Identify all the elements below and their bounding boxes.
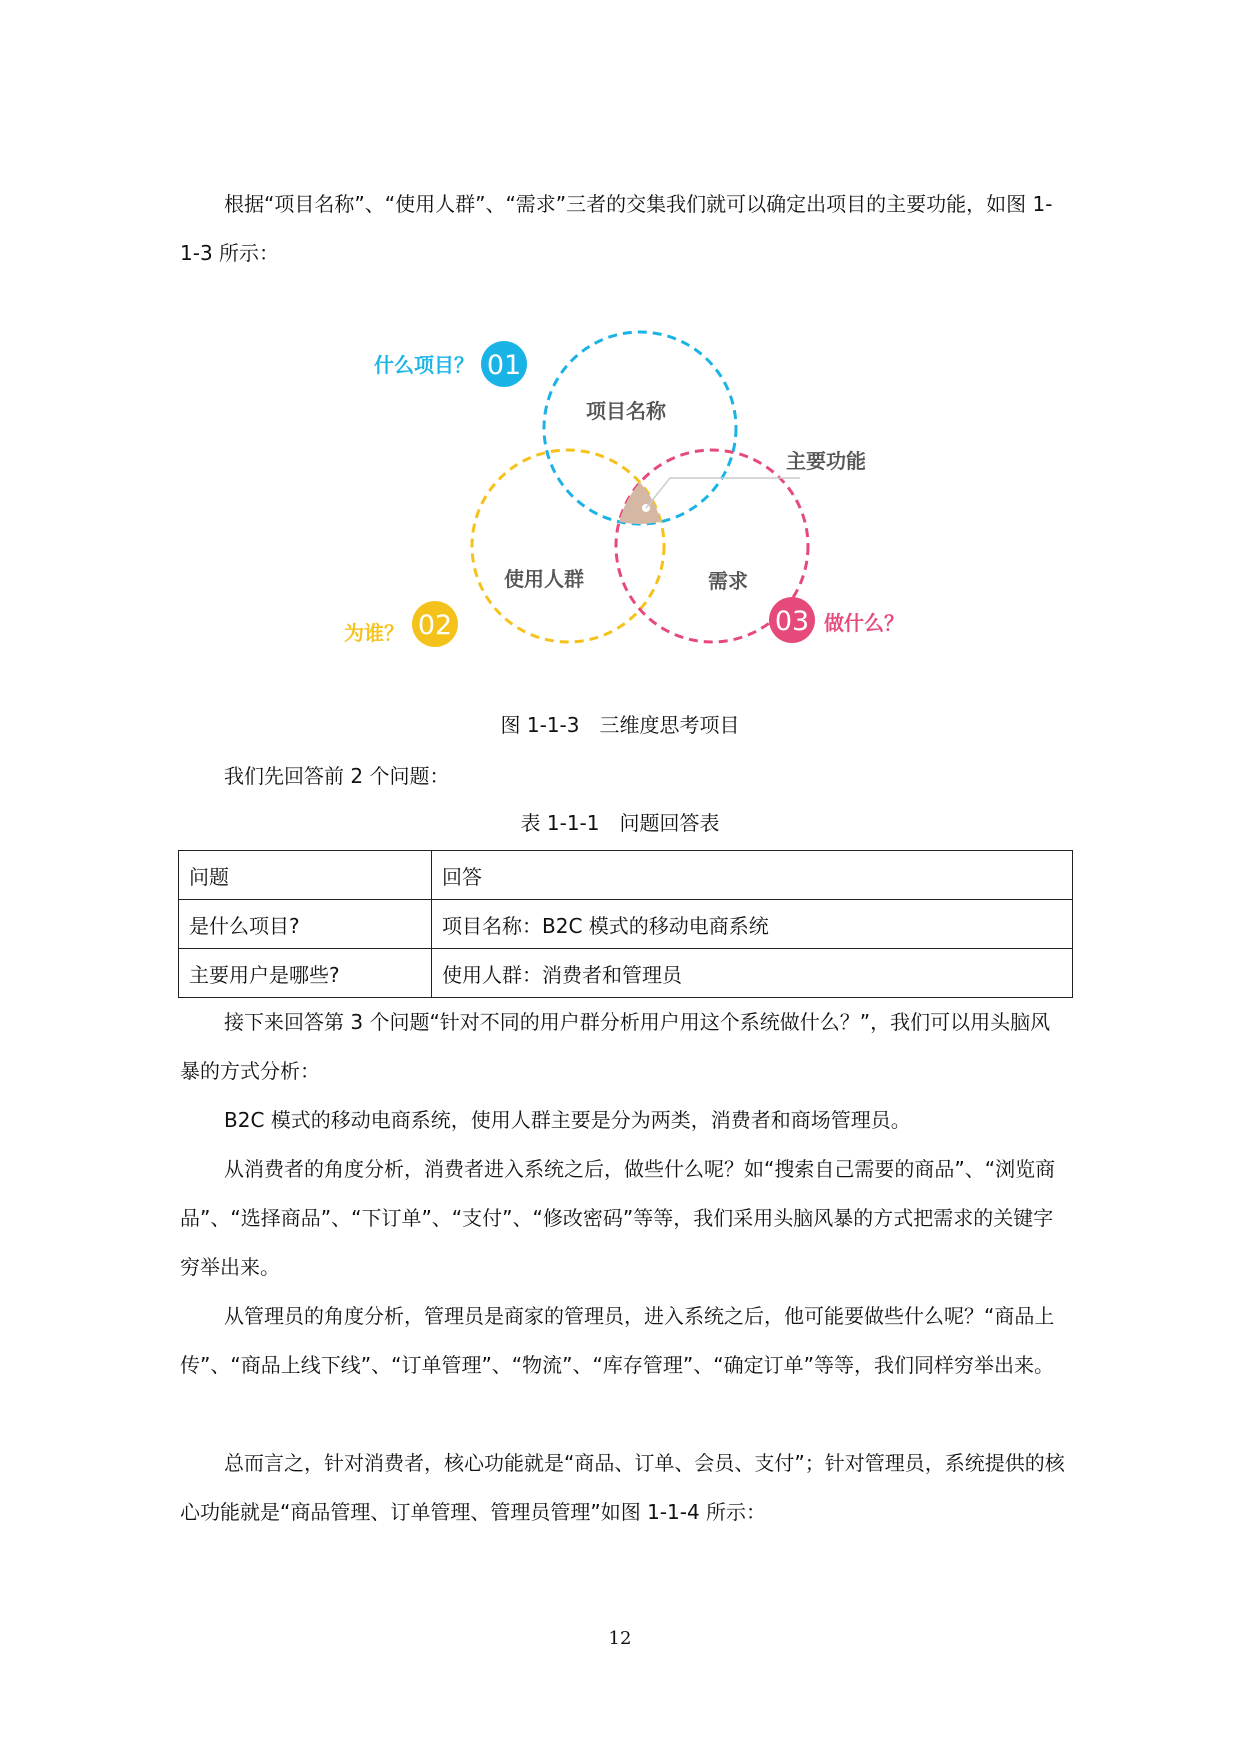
page-number: 12 (608, 1628, 632, 1649)
qa-table (178, 850, 1073, 998)
table-cell-question: 主要用户是哪些? (179, 949, 432, 998)
label-03-question: 做什么？ (824, 611, 904, 635)
paragraph-4 (180, 1096, 1068, 1145)
paragraph-6 (180, 1292, 1068, 1390)
table-cell-answer: 使用人群：消费者和管理员 (432, 949, 1073, 998)
paragraph-3-text: 接下来回答第 3 个问题“针对不同的用户群分析用户用这个系统做什么？”，我们可以用头脑风暴的方式分析： (180, 1010, 1051, 1083)
paragraph-7 (180, 1439, 1068, 1537)
table-header-answer: 回答 (432, 851, 1073, 900)
circle-left-label: 使用人群 (504, 567, 584, 591)
table-row (179, 900, 1073, 949)
badge-03-number: 03 (774, 606, 810, 637)
paragraph-2 (180, 752, 1068, 801)
paragraph-4-text: B2C 模式的移动电商系统，使用人群主要是分为两类，消费者和商场管理员。 (224, 1108, 911, 1132)
intro-paragraph (180, 180, 1068, 278)
table-caption: 表 1-1-1 问题回答表 (520, 811, 720, 835)
table-cell-question: 是什么项目? (179, 900, 432, 949)
badge-02-number: 02 (417, 610, 453, 641)
paragraph-5 (180, 1145, 1068, 1292)
circle-top-label: 项目名称 (586, 399, 666, 423)
label-01-question: 什么项目？ (374, 353, 474, 377)
paragraph-2-text: 我们先回答前 2 个问题： (224, 764, 450, 788)
paragraph-6-text: 从管理员的角度分析，管理员是商家的管理员，进入系统之后，他可能要做些什么呢？“商品上传”、“商品上线下线”、“订单管理”、“物流”、“库存管理”、“确定订单”等等，我们同样穷举出来。 (180, 1304, 1055, 1377)
intersection-leader-line (646, 478, 800, 508)
intersection-label: 主要功能 (786, 449, 866, 473)
badge-01-number: 01 (486, 350, 522, 381)
label-02-question: 为谁？ (344, 621, 404, 645)
table-header-question: 问题 (179, 851, 432, 900)
circle-left (472, 450, 664, 642)
figure-caption: 图 1-1-3 三维度思考项目 (500, 713, 740, 737)
table-cell-answer: 项目名称：B2C 模式的移动电商系统 (432, 900, 1073, 949)
intro-text: 根据“项目名称”、“使用人群”、“需求”三者的交集我们就可以确定出项目的主要功能，如图 1-1-3 所示： (180, 192, 1053, 265)
table-row (179, 949, 1073, 998)
paragraph-7-text: 总而言之，针对消费者，核心功能就是“商品、订单、会员、支付”；针对管理员，系统提供的核心功能就是“商品管理、订单管理、管理员管理”如图 1-1-4 所示： (180, 1451, 1065, 1524)
paragraph-3 (180, 998, 1068, 1096)
paragraph-5-text: 从消费者的角度分析，消费者进入系统之后，做些什么呢？如“搜索自己需要的商品”、“浏览商品”、“选择商品”、“下订单”、“支付”、“修改密码”等等，我们采用头脑风暴的方式把需求的关键字穷举出来。 (180, 1157, 1056, 1279)
circle-right-label: 需求 (708, 569, 748, 593)
table-header-row (179, 851, 1073, 900)
venn-diagram (344, 318, 930, 678)
